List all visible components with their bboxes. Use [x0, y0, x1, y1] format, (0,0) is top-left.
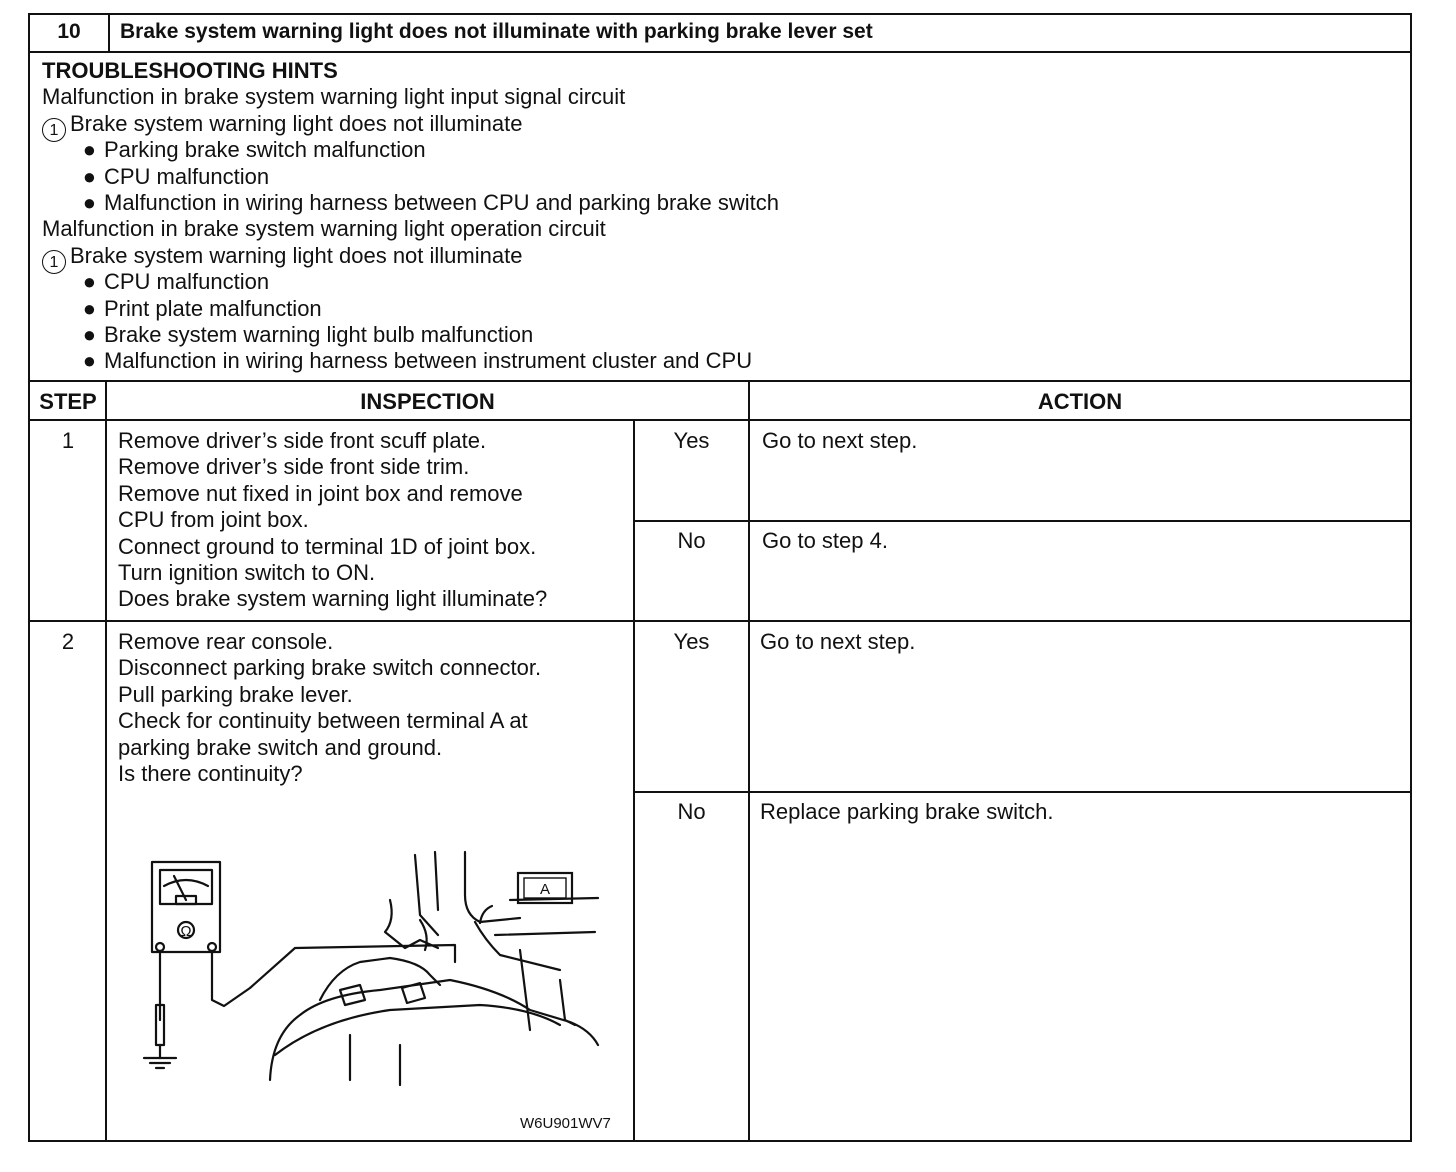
inspection-line: Does brake system warning light illuminate?: [118, 586, 548, 612]
hint-text: Malfunction in wiring harness between instrument cluster and CPU: [104, 348, 753, 374]
hint-text: Brake system warning light does not illuminate: [70, 110, 523, 136]
yes-action: Go to next step.: [760, 629, 916, 654]
hint-text: Print plate malfunction: [104, 295, 322, 321]
hint-line: [42, 84, 779, 110]
inspection-line: Check for continuity between terminal A at: [118, 708, 528, 734]
circled-number: 1: [42, 118, 66, 142]
hint-text: Malfunction in wiring harness between CPU and parking brake switch: [104, 189, 780, 215]
hint-text: CPU malfunction: [104, 163, 270, 189]
inspection-line: Disconnect parking brake switch connector.: [118, 655, 542, 681]
inspection-line: Remove driver’s side front side trim.: [118, 454, 470, 480]
inspection-line: Remove rear console.: [118, 629, 334, 654]
hint-text: Malfunction in brake system warning light operation circuit: [42, 216, 606, 242]
inspection-line: Connect ground to terminal 1D of joint box.: [118, 533, 537, 559]
yes-action: Go to next step.: [762, 428, 918, 453]
continuity-check-illustration: [120, 840, 620, 1090]
bullet-icon: ●: [82, 321, 96, 347]
inspection-line: parking brake switch and ground.: [118, 734, 443, 760]
hint-line: [42, 137, 779, 163]
hint-text: Brake system warning light bulb malfunction: [104, 321, 534, 347]
bullet-icon: ●: [82, 163, 96, 189]
column-header-action: ACTION: [1037, 389, 1123, 414]
no-label: No: [677, 528, 706, 553]
bullet-icon: ●: [82, 295, 96, 321]
inspection-line: Pull parking brake lever.: [118, 681, 353, 707]
hint-text: CPU malfunction: [104, 269, 270, 295]
hint-line: [42, 348, 779, 374]
inspection-line: Turn ignition switch to ON.: [118, 559, 376, 585]
hint-line: [42, 216, 779, 242]
no-action: Go to step 4.: [762, 528, 888, 553]
hint-line: [42, 111, 779, 137]
no-label: No: [677, 799, 706, 824]
column-header-inspection: INSPECTION: [360, 389, 495, 414]
svg-text:A: A: [539, 881, 551, 898]
troubleshooting-hints: [42, 58, 779, 375]
item-number: 10: [57, 20, 81, 43]
yes-label: Yes: [673, 629, 710, 654]
inspection-line: CPU from joint box.: [118, 507, 309, 533]
terminal-a-label: [518, 873, 572, 903]
hint-text: Parking brake switch malfunction: [104, 137, 426, 163]
column-header-step: STEP: [39, 389, 97, 414]
step-inspection: [118, 629, 541, 787]
no-action: Replace parking brake switch.: [760, 799, 1054, 824]
hint-line: [42, 269, 779, 295]
inspection-line: Remove driver’s side front scuff plate.: [118, 428, 487, 453]
step-number: 1: [61, 428, 75, 453]
hint-line: [42, 164, 779, 190]
step-inspection: [118, 428, 547, 613]
item-title: Brake system warning light does not illuminate with parking brake lever set: [120, 20, 873, 43]
circled-number: 1: [42, 250, 66, 274]
hint-line: [42, 322, 779, 348]
ohm-symbol: Ω: [180, 923, 192, 940]
hint-line: [42, 296, 779, 322]
yes-label: Yes: [673, 428, 710, 453]
inspection-line: Is there continuity?: [118, 760, 303, 786]
bullet-icon: ●: [82, 137, 96, 163]
hint-line: [42, 190, 779, 216]
hint-line: [42, 243, 779, 269]
bullet-icon: ●: [82, 189, 96, 215]
hints-heading: TROUBLESHOOTING HINTS: [42, 58, 338, 83]
hints-list: [42, 84, 779, 374]
step-number: 2: [61, 629, 75, 654]
figure-code: W6U901WV7: [520, 1115, 611, 1132]
bullet-icon: ●: [82, 269, 96, 295]
inspection-line: Remove nut fixed in joint box and remove: [118, 480, 523, 506]
bullet-icon: ●: [82, 348, 96, 374]
hint-text: Brake system warning light does not illuminate: [70, 242, 523, 268]
hint-text: Malfunction in brake system warning light input signal circuit: [42, 84, 626, 110]
